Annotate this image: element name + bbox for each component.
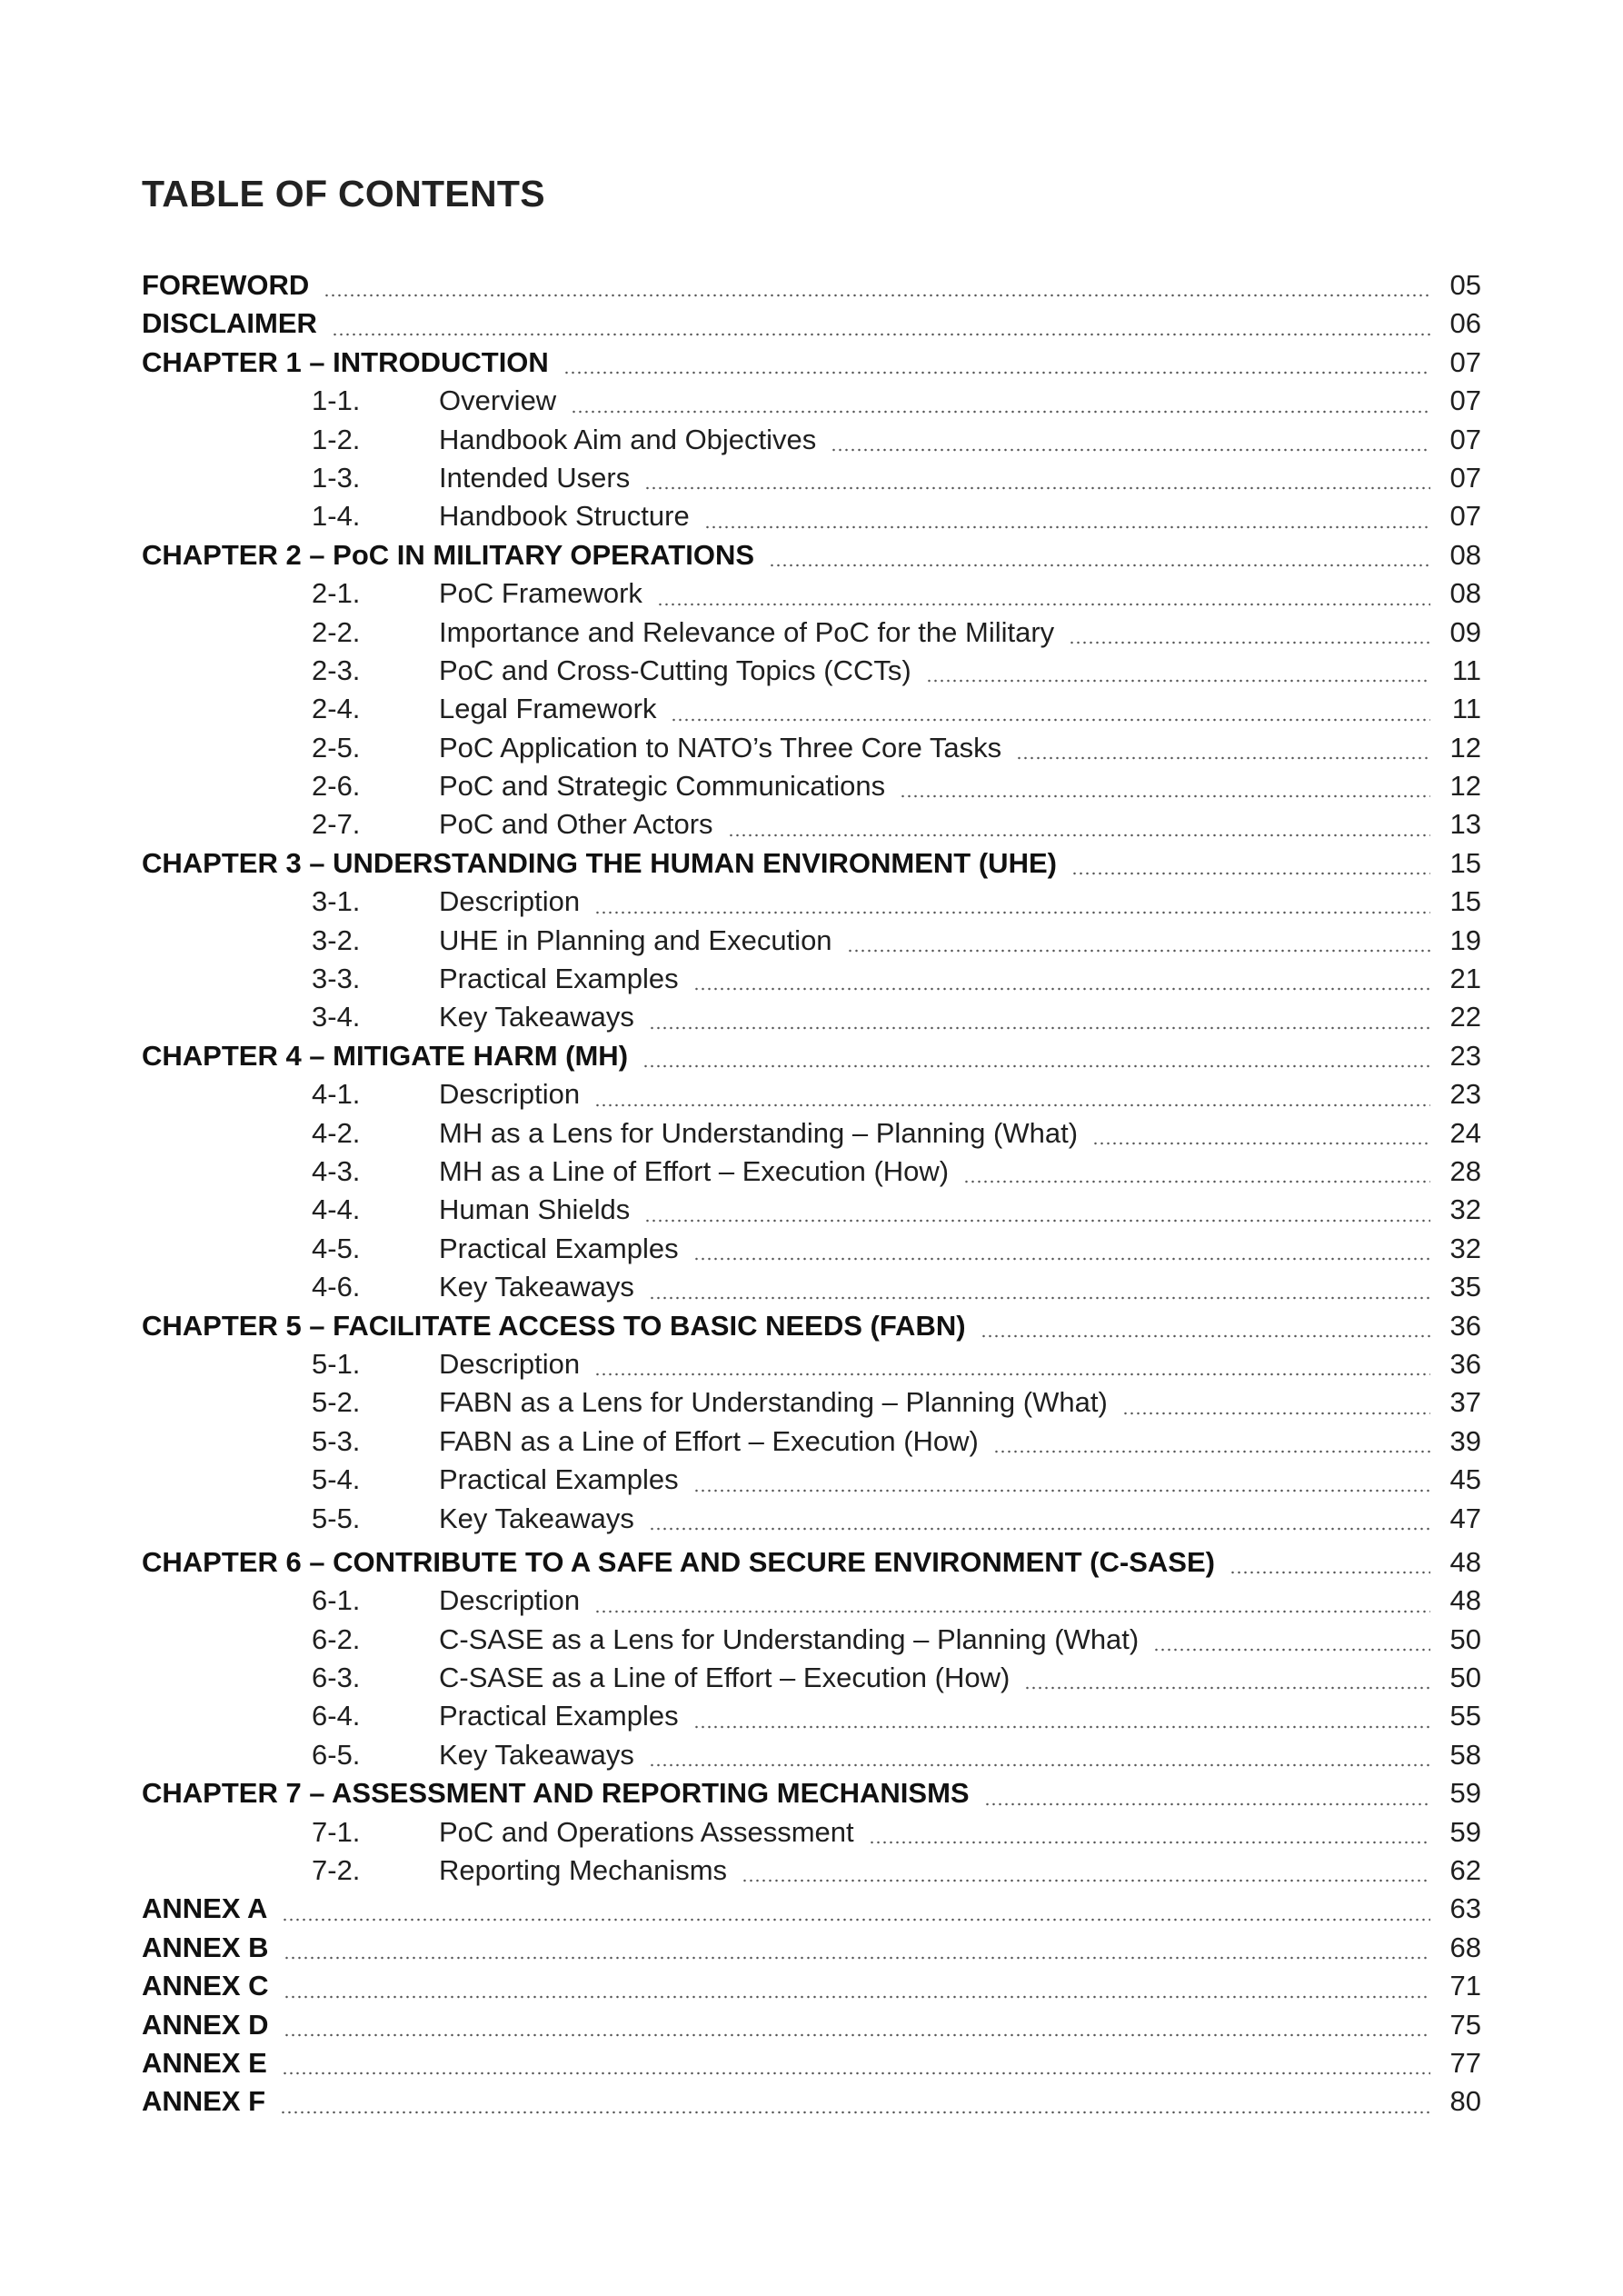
toc-entry-number: 1-3. (312, 461, 361, 494)
toc-entry-number: 5-5. (312, 1502, 361, 1534)
toc-entry-number: 5-3. (312, 1424, 361, 1457)
toc-section-entry[interactable] (142, 1193, 1481, 1232)
toc-entry-number: 2-5. (312, 731, 361, 764)
toc-chapter-entry[interactable] (142, 1970, 1481, 2008)
dot-leader (1069, 639, 1430, 646)
toc-chapter-entry[interactable] (142, 2085, 1481, 2123)
toc-section-entry[interactable] (142, 462, 1481, 500)
dot-leader (693, 1255, 1430, 1263)
toc-page-number: 32 (1449, 1232, 1481, 1264)
toc-entry-number: 3-2. (312, 923, 361, 956)
toc-entry-label: Description (439, 885, 581, 918)
toc-entry-number: 4-4. (312, 1193, 361, 1226)
toc-entry-number: 5-2. (312, 1386, 361, 1419)
dot-leader (594, 909, 1430, 916)
dot-leader (1016, 754, 1430, 762)
dot-leader (284, 2031, 1430, 2039)
toc-section-entry[interactable] (142, 1117, 1481, 1155)
toc-entry-number: 4-1. (312, 1078, 361, 1111)
toc-entry-number: 6-3. (312, 1662, 361, 1694)
toc-entry-number: 1-1. (312, 384, 361, 417)
toc-entry-number: 2-3. (312, 654, 361, 686)
toc-entry-label: UHE in Planning and Execution (439, 923, 832, 956)
dot-leader (993, 1448, 1430, 1455)
toc-page-number: 36 (1449, 1309, 1481, 1342)
dot-leader (1071, 870, 1430, 877)
toc-page-number: 68 (1449, 1931, 1481, 1963)
dot-leader (1024, 1684, 1430, 1692)
toc-entry-label: PoC and Strategic Communications (439, 770, 886, 803)
toc-page-number: 13 (1449, 808, 1481, 841)
toc-section-entry[interactable] (142, 1078, 1481, 1116)
dot-leader (284, 1954, 1430, 1962)
toc-section-entry[interactable] (142, 654, 1481, 693)
toc-entry-number: 6-5. (312, 1738, 361, 1771)
toc-entry-label: Description (439, 1584, 581, 1617)
toc-entry-label: Handbook Structure (439, 500, 690, 533)
dot-leader (594, 1371, 1430, 1378)
toc-chapter-entry[interactable] (142, 346, 1481, 384)
toc-page-number: 15 (1449, 846, 1481, 879)
toc-entry-number: 6-4. (312, 1700, 361, 1732)
dot-leader (644, 484, 1430, 492)
dot-leader (324, 292, 1430, 299)
toc-section-entry[interactable] (142, 1155, 1481, 1193)
toc-entry-label: CHAPTER 5 – FACILITATE ACCESS TO BASIC NEEDS (FABN) (142, 1309, 966, 1342)
toc-page-number: 07 (1449, 461, 1481, 494)
toc-chapter-entry[interactable] (142, 1777, 1481, 1815)
toc-chapter-entry[interactable] (142, 269, 1481, 307)
toc-section-entry[interactable] (142, 1502, 1481, 1541)
dot-leader (984, 1801, 1430, 1808)
dot-leader (693, 1723, 1430, 1731)
toc-entry-label: Legal Framework (439, 693, 657, 725)
dot-leader (693, 1487, 1430, 1494)
toc-chapter-entry[interactable] (142, 2009, 1481, 2047)
dot-leader (869, 1839, 1430, 1846)
toc-page-number: 21 (1449, 963, 1481, 995)
toc-page-number: 71 (1449, 1970, 1481, 2002)
toc-entry-number: 2-6. (312, 770, 361, 803)
toc-page-number: 22 (1449, 1001, 1481, 1033)
dot-leader (693, 985, 1430, 993)
dot-leader (571, 408, 1430, 415)
toc-page-number: 55 (1449, 1700, 1481, 1732)
dot-leader (1092, 1140, 1430, 1147)
toc-entry-label: CHAPTER 3 – UNDERSTANDING THE HUMAN ENVIRONMENT (UHE) (142, 846, 1057, 879)
toc-section-entry[interactable] (142, 1584, 1481, 1622)
toc-entry-number: 1-2. (312, 423, 361, 455)
toc-page-number: 19 (1449, 923, 1481, 956)
toc-page-number: 08 (1449, 577, 1481, 610)
toc-entry-label: PoC Application to NATO’s Three Core Tasks (439, 731, 1002, 764)
toc-page-number: 09 (1449, 615, 1481, 648)
toc-entry-label: Key Takeaways (439, 1738, 634, 1771)
toc-entry-label: ANNEX F (142, 2085, 266, 2118)
toc-entry-label: Handbook Aim and Objectives (439, 423, 817, 455)
dot-leader (847, 947, 1430, 954)
dot-leader (594, 1102, 1430, 1109)
toc-section-entry[interactable] (142, 1233, 1481, 1271)
toc-entry-label: CHAPTER 4 – MITIGATE HARM (MH) (142, 1039, 629, 1072)
toc-page-number: 07 (1449, 423, 1481, 455)
toc-entry-label: CHAPTER 1 – INTRODUCTION (142, 345, 549, 378)
toc-section-entry[interactable] (142, 808, 1481, 846)
toc-page-number: 12 (1449, 770, 1481, 803)
toc-page-number: 28 (1449, 1154, 1481, 1187)
dot-leader (769, 562, 1430, 569)
toc-chapter-entry[interactable] (142, 1310, 1481, 1348)
dot-leader (831, 446, 1430, 454)
toc-entry-number: 4-6. (312, 1271, 361, 1303)
toc-entry-label: Intended Users (439, 461, 631, 494)
dot-leader (1122, 1410, 1430, 1417)
toc-entry-number: 1-4. (312, 500, 361, 533)
toc-chapter-entry[interactable] (142, 2047, 1481, 2085)
toc-section-entry[interactable] (142, 500, 1481, 538)
toc-section-entry[interactable] (142, 577, 1481, 615)
dot-leader (642, 1063, 1430, 1070)
toc-entry-number: 6-1. (312, 1584, 361, 1617)
dot-leader (282, 1916, 1430, 1923)
toc-chapter-entry[interactable] (142, 847, 1481, 885)
toc-chapter-entry[interactable] (142, 1932, 1481, 1970)
toc-page-number: 15 (1449, 885, 1481, 918)
toc-page-number: 48 (1449, 1584, 1481, 1617)
toc-page-number: 39 (1449, 1424, 1481, 1457)
dot-leader (963, 1178, 1430, 1185)
toc-page-number: 11 (1451, 654, 1481, 686)
toc-entry-label: DISCLAIMER (142, 307, 317, 340)
dot-leader (671, 716, 1430, 724)
toc-entry-number: 5-4. (312, 1463, 361, 1496)
toc-entry-label: Key Takeaways (439, 1271, 634, 1303)
toc-entry-number: 3-1. (312, 885, 361, 918)
toc-entry-number: 4-2. (312, 1116, 361, 1149)
toc-chapter-entry[interactable] (142, 539, 1481, 577)
toc-section-entry[interactable] (142, 885, 1481, 923)
toc-page-number: 48 (1449, 1545, 1481, 1578)
toc-entry-number: 5-1. (312, 1347, 361, 1380)
dot-leader (282, 2070, 1430, 2077)
toc-page-number: 36 (1449, 1347, 1481, 1380)
toc-page-number: 62 (1449, 1854, 1481, 1887)
dot-leader (563, 369, 1430, 376)
toc-entry-number: 4-5. (312, 1232, 361, 1264)
toc-page-number: 07 (1449, 345, 1481, 378)
dot-leader (926, 677, 1430, 684)
dot-leader (1153, 1646, 1430, 1653)
toc-page-number: 80 (1449, 2085, 1481, 2118)
toc-chapter-entry[interactable] (142, 1892, 1481, 1931)
toc-entry-label: ANNEX B (142, 1931, 269, 1963)
toc-page-number: 59 (1449, 1777, 1481, 1810)
toc-entry-number: 3-4. (312, 1001, 361, 1033)
toc-entry-label: FABN as a Lens for Understanding – Planning (What) (439, 1386, 1108, 1419)
toc-page-number: 32 (1449, 1193, 1481, 1226)
toc-entry-label: C-SASE as a Lens for Understanding – Planning (What) (439, 1622, 1140, 1655)
toc-entry-label: ANNEX A (142, 1892, 268, 1925)
toc-section-entry[interactable] (142, 1816, 1481, 1854)
toc-page-number: 47 (1449, 1502, 1481, 1534)
toc-section-entry[interactable] (142, 424, 1481, 462)
toc-page-number: 35 (1449, 1271, 1481, 1303)
toc-entry-label: C-SASE as a Line of Effort – Execution (How) (439, 1662, 1011, 1694)
toc-entry-label: Key Takeaways (439, 1001, 634, 1033)
toc-page-number: 58 (1449, 1738, 1481, 1771)
dot-leader (1230, 1569, 1430, 1576)
dot-leader (594, 1608, 1430, 1615)
toc-section-entry[interactable] (142, 770, 1481, 808)
toc-entry-label: Human Shields (439, 1193, 631, 1226)
toc-page-number: 50 (1449, 1622, 1481, 1655)
toc-page-number: 37 (1449, 1386, 1481, 1419)
dot-leader (742, 1877, 1430, 1884)
toc-entry-label: PoC Framework (439, 577, 642, 610)
toc-page-number: 07 (1449, 384, 1481, 417)
toc-page-number: 07 (1449, 500, 1481, 533)
toc-page-number: 06 (1449, 307, 1481, 340)
toc-entry-number: 7-1. (312, 1815, 361, 1848)
toc-section-entry[interactable] (142, 1739, 1481, 1777)
dot-leader (704, 524, 1430, 531)
toc-entry-number: 2-4. (312, 693, 361, 725)
toc-entry-label: PoC and Cross-Cutting Topics (CCTs) (439, 654, 911, 686)
toc-entry-label: Practical Examples (439, 1700, 679, 1732)
toc-entry-number: 6-2. (312, 1622, 361, 1655)
toc-entry-label: Key Takeaways (439, 1502, 634, 1534)
dot-leader (649, 1294, 1430, 1302)
toc-entry-number: 2-2. (312, 615, 361, 648)
toc-entry-label: Reporting Mechanisms (439, 1854, 728, 1887)
toc-page-number: 50 (1449, 1662, 1481, 1694)
toc-page-number: 45 (1449, 1463, 1481, 1496)
toc-entry-label: ANNEX C (142, 1970, 269, 2002)
dot-leader (728, 832, 1430, 839)
dot-leader (649, 1762, 1430, 1769)
toc-section-entry[interactable] (142, 732, 1481, 770)
toc-entry-number: 3-3. (312, 963, 361, 995)
toc-chapter-entry[interactable] (142, 1546, 1481, 1584)
toc-page-number: 12 (1449, 731, 1481, 764)
page-title: TABLE OF CONTENTS (142, 173, 545, 215)
toc-entry-label: Practical Examples (439, 963, 679, 995)
toc-entry-label: Overview (439, 384, 557, 417)
toc-entry-label: FABN as a Line of Effort – Execution (How) (439, 1424, 979, 1457)
toc-entry-label: CHAPTER 2 – PoC IN MILITARY OPERATIONS (142, 538, 755, 571)
toc-page-number: 08 (1449, 538, 1481, 571)
toc-entry-label: PoC and Other Actors (439, 808, 713, 841)
toc-section-entry[interactable] (142, 924, 1481, 963)
toc-entry-label: MH as a Line of Effort – Execution (How) (439, 1154, 950, 1187)
dot-leader (981, 1333, 1430, 1340)
toc-chapter-entry[interactable] (142, 1040, 1481, 1078)
toc-entry-number: 2-1. (312, 577, 361, 610)
dot-leader (284, 1993, 1430, 2001)
toc-chapter-entry[interactable] (142, 307, 1481, 345)
toc-entry-label: Practical Examples (439, 1463, 679, 1496)
toc-section-entry[interactable] (142, 1001, 1481, 1039)
toc-entry-number: 7-2. (312, 1854, 361, 1887)
toc-list (142, 269, 1481, 2124)
toc-section-entry[interactable] (142, 1386, 1481, 1424)
toc-section-entry[interactable] (142, 1623, 1481, 1662)
toc-page-number: 11 (1451, 693, 1481, 725)
dot-leader (649, 1024, 1430, 1032)
toc-section-entry[interactable] (142, 384, 1481, 423)
toc-entry-label: CHAPTER 7 – ASSESSMENT AND REPORTING MECHANISMS (142, 1777, 970, 1810)
toc-page-number: 23 (1449, 1078, 1481, 1111)
dot-leader (332, 331, 1430, 338)
toc-section-entry[interactable] (142, 1425, 1481, 1463)
toc-entry-number: 2-7. (312, 808, 361, 841)
toc-page-number: 75 (1449, 2008, 1481, 2041)
toc-entry-label: Description (439, 1347, 581, 1380)
toc-page-number: 23 (1449, 1039, 1481, 1072)
toc-section-entry[interactable] (142, 1463, 1481, 1502)
toc-page-number: 77 (1449, 2046, 1481, 2079)
toc-section-entry[interactable] (142, 693, 1481, 731)
toc-section-entry[interactable] (142, 963, 1481, 1001)
toc-entry-label: PoC and Operations Assessment (439, 1815, 854, 1848)
dot-leader (644, 1217, 1430, 1224)
toc-entry-label: ANNEX D (142, 2008, 269, 2041)
toc-entry-label: MH as a Lens for Understanding – Planning (What) (439, 1116, 1079, 1149)
toc-entry-label: ANNEX E (142, 2046, 267, 2079)
toc-entry-number: 4-3. (312, 1154, 361, 1187)
toc-entry-label: FOREWORD (142, 269, 310, 301)
toc-page-number: 05 (1449, 269, 1481, 301)
toc-section-entry[interactable] (142, 1271, 1481, 1309)
toc-entry-label: CHAPTER 6 – CONTRIBUTE TO A SAFE AND SECURE ENVIRONMENT (C-SASE) (142, 1545, 1215, 1578)
toc-entry-label: Practical Examples (439, 1232, 679, 1264)
toc-page-number: 24 (1449, 1116, 1481, 1149)
dot-leader (649, 1525, 1430, 1532)
toc-section-entry[interactable] (142, 1662, 1481, 1700)
toc-page-number: 63 (1449, 1892, 1481, 1925)
toc-section-entry[interactable] (142, 616, 1481, 654)
toc-section-entry[interactable] (142, 1348, 1481, 1386)
toc-page-number: 59 (1449, 1815, 1481, 1848)
dot-leader (900, 793, 1430, 800)
toc-section-entry[interactable] (142, 1700, 1481, 1738)
toc-entry-label: Description (439, 1078, 581, 1111)
dot-leader (280, 2109, 1430, 2116)
toc-section-entry[interactable] (142, 1854, 1481, 1892)
dot-leader (657, 601, 1430, 608)
toc-entry-label: Importance and Relevance of PoC for the Military (439, 615, 1055, 648)
